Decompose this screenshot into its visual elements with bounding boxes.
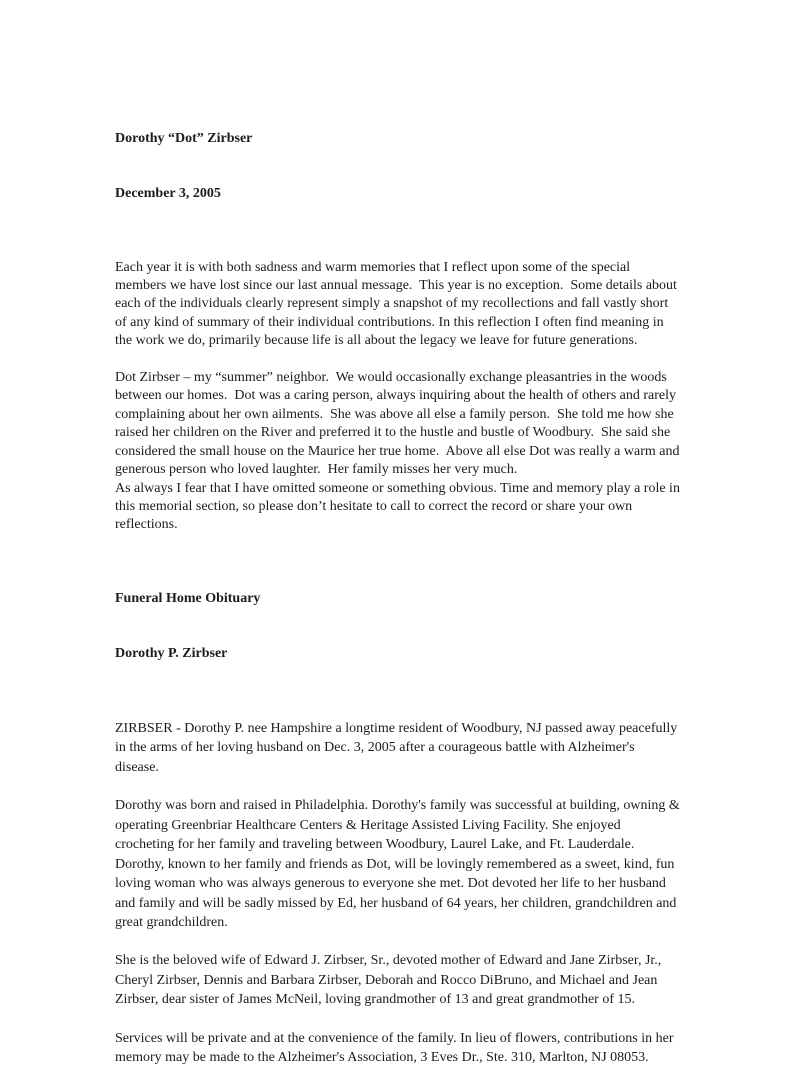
document-heading xyxy=(115,93,681,240)
obituary-paragraph-family: She is the beloved wife of Edward J. Zirbser, Sr., devoted mother of Edward and Jane Zirbser, Jr., Cheryl Zirbser, Dennis and Barbara Zirbser, Deborah and Rocco DiBruno, and Michael and Jean Zirbser, dear sister of James McNeil, loving grandmother of 13 and great grandmother of 15. xyxy=(115,953,665,1008)
document-page xyxy=(115,93,684,1068)
obituary-paragraph-announcement: ZIRBSER - Dorothy P. nee Hampshire a longtime resident of Woodbury, NJ passed away peacefully in the arms of her loving husband on Dec. 3, 2005 after a courageous battle with Alzheimer's disease. xyxy=(115,720,681,775)
memorial-intro-paragraph: Each year it is with both sadness and warm memories that I reflect upon some of the special members we have lost since our last annual message. This year is no exception. Some details about each of the individuals clearly represent simply a snapshot of my recollections and fall vastly short of any kind of summary of their individual contributions. In this reflection I often find meaning in the work we do, primarily because life is all about the legacy we leave for future generations. xyxy=(115,259,681,349)
document-date: December 3, 2005 xyxy=(115,186,221,202)
obituary-heading-name: Dorothy P. Zirbser xyxy=(115,646,228,662)
obituary-paragraph-life: Dorothy was born and raised in Philadelphia. Dorothy's family was successful at building, owning & operating Greenbriar Healthcare Centers & Heritage Assisted Living Facility. She enjoyed crocheting for her family and traveling between Woodbury, Laurel Lake, and Ft. Lauderdale. Dorothy, known to her family and friends as Dot, will be lovingly remembered as a sweet, kind, fun loving woman who was always generous to everyone she met. Dot devoted her life to her husband and family and will be sadly missed by Ed, her husband of 64 years, her children, grandchildren and great grandchildren. xyxy=(115,798,684,931)
memorial-dot-paragraph xyxy=(115,369,684,535)
memorial-closing-text: As always I fear that I have omitted someone or something obvious. Time and memory play a role in this memorial section, so please don’t hesitate to call to correct the record or share your own reflections. xyxy=(115,480,684,533)
memorial-dot-text: Dot Zirbser – my “summer” neighbor. We would occasionally exchange pleasantries in the woods between our homes. Dot was a caring person, always inquiring about the health of others and rarely complaining about her own ailments. She was above all else a family person. She told me how she raised her children on the River and preferred it to the hustle and bustle of Woodbury. She said she considered the small house on the Maurice her true home. Above all else Dot was really a warm and generous person who loved laughter. Her family misses her very much. xyxy=(115,370,683,478)
document-title: Dorothy “Dot” Zirbser xyxy=(115,130,253,146)
obituary-paragraph-services: Services will be private and at the convenience of the family. In lieu of flowers, contributions in her memory may be made to the Alzheimer's Association, 3 Eves Dr., Ste. 310, Marlton, NJ 08053. xyxy=(115,1030,678,1066)
obituary-heading-title: Funeral Home Obituary xyxy=(115,590,261,606)
obituary-heading xyxy=(115,553,681,700)
